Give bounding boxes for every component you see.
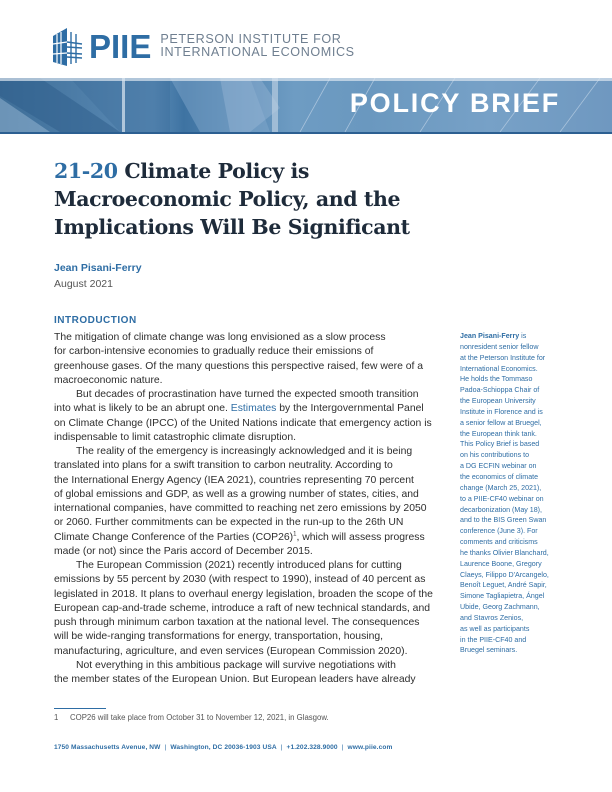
bio-line: nonresident senior fellow	[460, 342, 539, 351]
body-line: macroeconomic nature.	[54, 374, 163, 386]
footer-separator: |	[280, 744, 283, 751]
bio-line: comments and criticisms	[460, 538, 538, 547]
publication-date: August 2021	[54, 278, 113, 290]
bio-line: as well as participants	[460, 624, 530, 633]
body-line: on Climate Change (IPCC) of the United Nations indicate that emergency action is	[54, 417, 432, 429]
body-line: international companies, have committed to reaching net zero emissions by 2050	[54, 503, 427, 514]
bio-line: conference (June 3). For	[460, 527, 538, 536]
building-grid-icon	[53, 26, 83, 66]
bio-line	[460, 331, 578, 342]
bio-line: a DG ECFIN webinar on	[460, 462, 537, 471]
bio-author-name: Jean Pisani-Ferry	[460, 332, 520, 340]
body-line: manufacturing, agriculture, and even services (European Commission 2020).	[54, 645, 408, 657]
footer-address: 1750 Massachusetts Avenue, NW	[54, 744, 161, 751]
banner-divider	[0, 132, 612, 134]
bio-line: He holds the Tommaso	[460, 375, 533, 384]
body-line: greenhouse gases. Of the many questions this perspective raised, few were of a	[54, 360, 424, 372]
body-text	[54, 331, 448, 687]
bio-line: Benoît Leguet, André Sapir,	[460, 581, 547, 590]
institute-name-line2: INTERNATIONAL ECONOMICS	[160, 45, 355, 59]
bio-line: This Policy Brief is based	[460, 440, 540, 449]
bio-line: on his contributions to	[460, 451, 530, 460]
footer-city: Washington, DC 20036-1903 USA	[170, 744, 277, 751]
bio-line: and Stavros Zenios,	[460, 613, 524, 622]
body-line: made (or not) since the Paris accord of December 2015.	[54, 545, 313, 557]
title-line3: Implications Will Be Significant	[54, 215, 410, 239]
institute-name	[160, 33, 354, 60]
bio-line: the European think tank.	[460, 429, 537, 438]
bio-line: International Economics.	[460, 364, 538, 373]
body-line: the member states of the European Union. But European leaders have already	[54, 674, 416, 685]
page-title	[54, 157, 434, 241]
body-line: indispensable to limit catastrophic climate disruption.	[54, 431, 296, 443]
body-line: legislated in 2018. It plans to overhaul energy legislation, broaden the scope of the	[54, 588, 433, 600]
footnote	[54, 713, 329, 722]
title-line1: Climate Policy is	[124, 159, 310, 183]
bio-line: Ubide, Georg Zachmann,	[460, 603, 540, 612]
body-line: But decades of procrastination have turned the expected smooth transition	[76, 389, 419, 400]
body-text-span: Climate Change Conference of the Parties (COP26)	[54, 531, 294, 543]
title-line2: Macroeconomic Policy, and the	[54, 187, 401, 211]
footer-separator: |	[341, 744, 344, 751]
bio-line: the European University	[460, 397, 536, 406]
body-line: European cap-and-trade scheme, introduce a raft of new technical standards, and	[54, 602, 431, 614]
footnote-number: 1	[54, 713, 59, 722]
footnote-text: COP26 will take place from October 31 to November 12, 2021, in Glasgow.	[70, 713, 329, 722]
body-line	[54, 531, 448, 545]
bio-line: Institute in Florence and is	[460, 407, 543, 416]
body-text-span: by the Intergovernmental Panel	[276, 403, 424, 415]
body-line: or 2060. Further commitments can be expected in the run-up to the 26th UN	[54, 517, 404, 529]
institute-name-line1: PETERSON INSTITUTE FOR	[160, 31, 342, 46]
footnote-divider	[54, 708, 106, 709]
body-line: will be wide-ranging transformations for energy, transportation, housing,	[54, 631, 384, 643]
body-line: the International Energy Agency (IEA 2021), countries representing 70 percent	[54, 474, 414, 486]
body-line: push through minimum carbon taxation at the national level. The consequences	[54, 617, 420, 628]
body-line: The mitigation of climate change was long envisioned as a slow process	[54, 332, 386, 343]
body-text-span: into what is likely to be an abrupt one.	[54, 403, 228, 415]
body-line	[54, 402, 448, 416]
estimates-link[interactable]: Estimates	[230, 403, 277, 415]
footnote-ref[interactable]: 1	[293, 531, 297, 538]
bio-text-span: is	[519, 332, 527, 340]
bio-line: a senior fellow at Bruegel,	[460, 418, 542, 427]
author-name: Jean Pisani-Ferry	[54, 262, 142, 274]
bio-line: to a PIIE-CF40 webinar on	[460, 494, 544, 503]
body-text-span: , which will assess progress	[296, 531, 425, 543]
body-line: The reality of the emergency is increasingly acknowledged and it is being	[76, 446, 413, 457]
footer-separator: |	[164, 744, 167, 751]
footer-phone: +1.202.328.9000	[286, 744, 338, 751]
body-line: Not everything in this ambitious package will survive negotiations with	[76, 659, 396, 671]
brief-number: 21-20	[54, 159, 118, 183]
page-footer	[54, 744, 392, 751]
logo-acronym: PIIE	[89, 27, 152, 65]
author-bio-sidebar	[460, 331, 578, 656]
bio-line: he thanks Olivier Blanchard,	[460, 548, 549, 557]
bio-line: and to the BIS Green Swan	[460, 516, 547, 525]
section-heading: INTRODUCTION	[54, 315, 137, 326]
footer-website-link[interactable]: www.piie.com	[347, 744, 393, 751]
body-line: emissions by 55 percent by 2030 (with respect to 1990), instead of 40 percent as	[54, 574, 426, 586]
piie-logo[interactable]	[53, 26, 355, 66]
bio-line: Bruegel seminars.	[460, 646, 518, 655]
bio-line: decarbonization (May 18),	[460, 505, 543, 514]
body-line: of global emissions and GDP, as well as a growing number of states, cities, and	[54, 488, 419, 500]
bio-line: in the PIIE-CF40 and	[460, 635, 527, 644]
bio-line: Laurence Boone, Gregory	[460, 559, 542, 568]
body-line: for carbon-intensive economies to gradually reduce their emissions of	[54, 346, 374, 358]
body-line: translated into plans for a swift transition to carbon neutrality. According to	[54, 460, 393, 472]
bio-line: Claeys, Filippo D'Arcangelo,	[460, 570, 549, 579]
bio-line: Padoa-Schioppa Chair of	[460, 386, 540, 395]
bio-line: change (March 25, 2021),	[460, 483, 542, 492]
policy-brief-label: POLICY BRIEF	[349, 88, 560, 118]
bio-line: at the Peterson Institute for	[460, 353, 546, 362]
bio-line: the economics of climate	[460, 472, 539, 481]
body-line: The European Commission (2021) recently introduced plans for cutting	[76, 560, 402, 571]
bio-line: Simone Tagliapietra, Ángel	[460, 592, 545, 601]
